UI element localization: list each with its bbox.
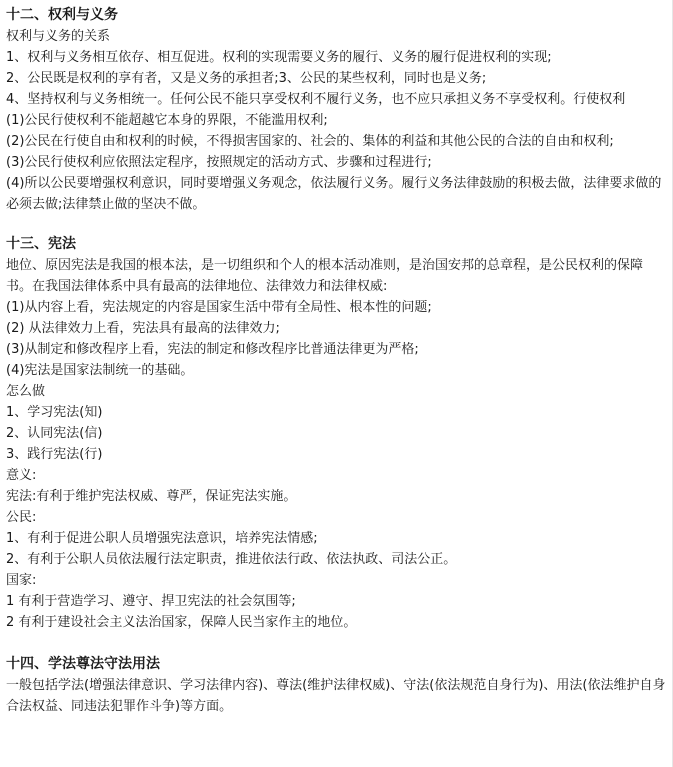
paragraph: 宪法:有利于维护宪法权威、尊严，保证宪法实施。: [6, 489, 297, 504]
paragraph: (1)公民行使权利不能超越它本身的界限，不能滥用权利;: [6, 113, 328, 128]
section-title: 十三、宪法: [6, 236, 76, 252]
paragraph: 2 有利于建设社会主义法治国家，保障人民当家作主的地位。: [6, 615, 357, 630]
paragraph: 1、权利与义务相互依存、相互促进。权利的实现需要义务的履行、义务的履行促进权利的实现;: [6, 50, 552, 65]
paragraph: 2、认同宪法(信): [6, 426, 103, 441]
paragraph: (3)从制定和修改程序上看，宪法的制定和修改程序比普通法律更为严格;: [6, 342, 419, 357]
paragraph: (3)公民行使权利应依照法定程序，按照规定的活动方式、步骤和过程进行;: [6, 155, 432, 170]
paragraph: (4)所以公民要增强权利意识，同时要增强义务观念，依法履行义务。履行义务法律鼓励的积极去做，法律要求做的必须去做;法律禁止做的坚决不做。: [6, 176, 662, 212]
section-spacer: [6, 633, 666, 653]
paragraph: 怎么做: [6, 384, 46, 399]
section-rights-obligations: [6, 4, 666, 215]
document-body: [6, 4, 666, 717]
paragraph: 一般包括学法(增强法律意识、学习法律内容)、尊法(维护法律权威)、守法(依法规范自身行为)、用法(依法维护自身合法权益、同违法犯罪作斗争)等方面。: [6, 678, 666, 714]
paragraph: (2) 从法律效力上看，宪法具有最高的法律效力;: [6, 321, 280, 336]
section-title: 十四、学法尊法守法用法: [6, 656, 160, 672]
paragraph: 公民:: [6, 510, 37, 525]
paragraph: 1、有利于促进公职人员增强宪法意识，培养宪法情感;: [6, 531, 318, 546]
paragraph: 4、坚持权利与义务相统一。任何公民不能只享受权利不履行义务，也不应只承担义务不享受权利。行使权利: [6, 92, 626, 107]
section-spacer: [6, 215, 666, 233]
section-constitution: [6, 233, 666, 633]
paragraph: 2、有利于公职人员依法履行法定职责，推进依法行政、依法执政、司法公正。: [6, 552, 457, 567]
paragraph: 3、践行宪法(行): [6, 447, 103, 462]
section-learn-respect-law: [6, 653, 666, 717]
paragraph: 1、学习宪法(知): [6, 405, 103, 420]
paragraph: 2、公民既是权利的享有者，又是义务的承担者;3、公民的某些权利，同时也是义务;: [6, 71, 487, 86]
paragraph: (1)从内容上看，宪法规定的内容是国家生活中带有全局性、根本性的问题;: [6, 300, 432, 315]
section-title: 十二、权利与义务: [6, 7, 118, 23]
paragraph: 地位、原因宪法是我国的根本法，是一切组织和个人的根本活动准则，是治国安邦的总章程，是公民权利的保障书。在我国法律体系中具有最高的法律地位、法律效力和法律权威:: [6, 258, 644, 294]
paragraph: 1 有利于营造学习、遵守、捍卫宪法的社会氛围等;: [6, 594, 296, 609]
paragraph: (4)宪法是国家法制统一的基础。: [6, 363, 194, 378]
paragraph: 意义:: [6, 468, 37, 483]
paragraph: 国家:: [6, 573, 37, 588]
paragraph: (2)公民在行使自由和权利的时候，不得损害国家的、社会的、集体的利益和其他公民的合法的自由和权利;: [6, 134, 614, 149]
paragraph: 权利与义务的关系: [6, 29, 111, 44]
